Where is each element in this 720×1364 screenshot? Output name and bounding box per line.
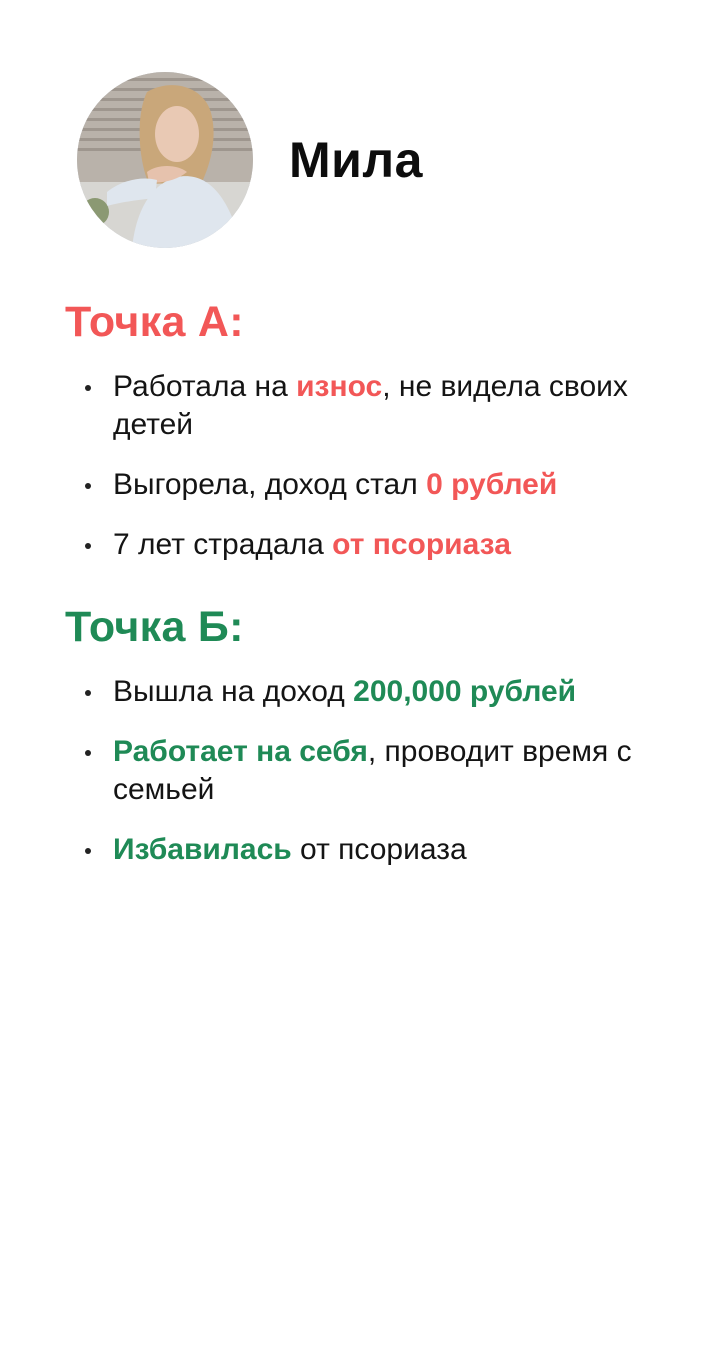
item-highlight: от псориаза — [332, 528, 511, 561]
list-item — [0, 466, 720, 504]
avatar-photo — [77, 72, 253, 248]
profile-header — [77, 72, 423, 248]
item-text: Вышла на доход — [113, 675, 354, 708]
list-item — [0, 673, 720, 711]
bullet-icon — [85, 750, 91, 756]
item-text: Выгорела, доход стал — [113, 468, 427, 501]
point-b-list — [0, 673, 720, 891]
list-item — [0, 526, 720, 564]
item-highlight: износ — [296, 370, 383, 403]
bullet-icon — [85, 690, 91, 696]
profile-name: Мила — [289, 132, 423, 188]
list-item — [0, 368, 720, 444]
bullet-icon — [85, 848, 91, 854]
item-text: , не видела своих детей — [113, 370, 628, 441]
bullet-icon — [85, 385, 91, 391]
item-text: 7 лет страдала — [113, 528, 333, 561]
item-text: Работала на — [113, 370, 297, 403]
avatar — [77, 72, 253, 248]
list-item — [0, 733, 720, 809]
point-a-list — [0, 368, 720, 586]
list-item — [0, 831, 720, 869]
item-text: , проводит время с семьей — [113, 735, 632, 806]
point-b-title: Точка Б: — [65, 603, 244, 651]
bullet-icon — [85, 543, 91, 549]
item-text: от псориаза — [291, 833, 467, 866]
item-highlight: 0 рублей — [426, 468, 558, 501]
item-highlight: 200,000 рублей — [353, 675, 577, 708]
point-a-title: Точка А: — [65, 298, 244, 346]
bullet-icon — [85, 483, 91, 489]
item-highlight: Работает на себя — [113, 735, 368, 768]
item-highlight: Избавилась — [113, 833, 292, 866]
